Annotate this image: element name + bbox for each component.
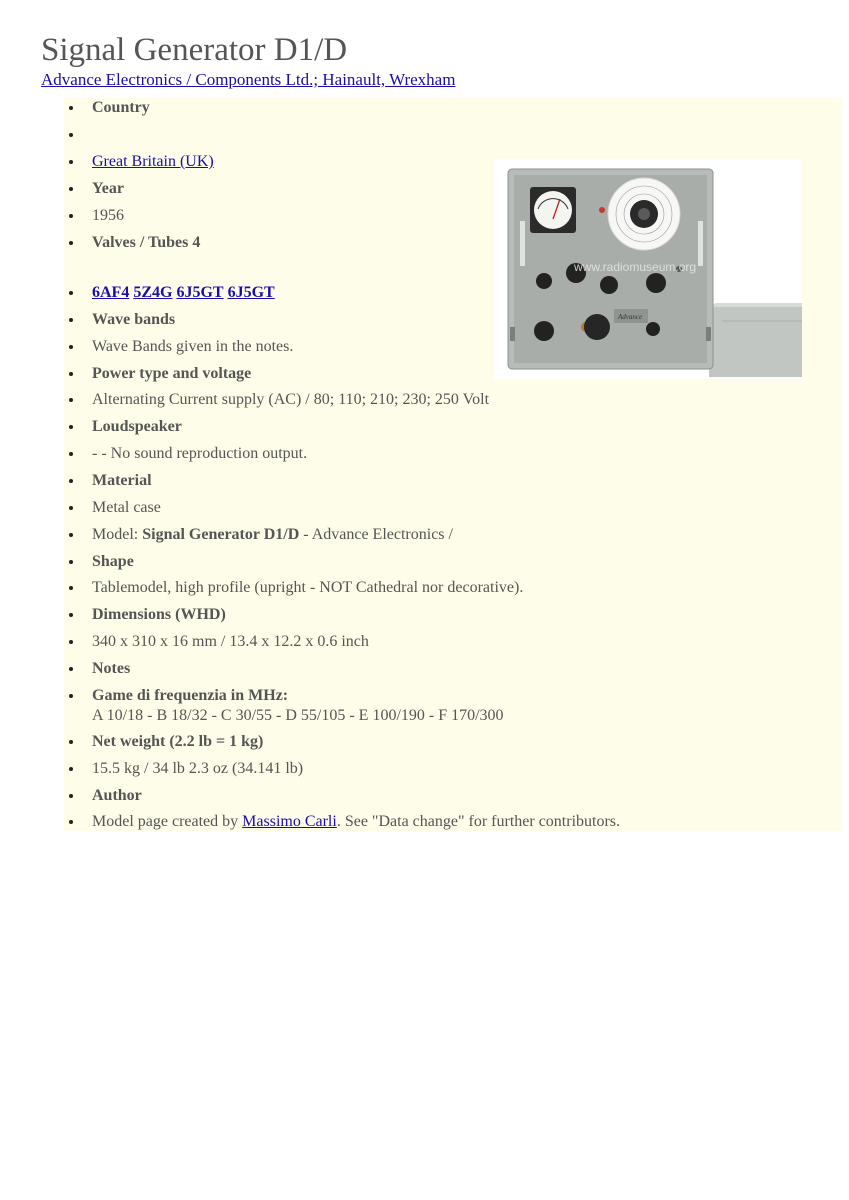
loudspeaker-label: Loudspeaker [92,418,182,435]
wavebands-label: Wave bands [92,311,176,328]
shape-label: Shape [92,553,134,570]
list-item [92,605,226,625]
list-item [92,364,251,384]
model-name: Signal Generator D1/D [142,526,300,543]
weight-value: 15.5 kg / 34 lb 2.3 oz (34.141 lb) [92,760,304,777]
image-watermark: www.radiomuseum.org [574,260,697,274]
shape-value: Tablemodel, high profile (upright - NOT Cathedral nor decorative). [92,579,524,596]
list-item [92,152,214,172]
tube-link-6af4[interactable]: 6AF4 [92,284,130,301]
list-item [92,310,175,330]
weight-label: Net weight (2.2 lb = 1 kg) [92,733,264,750]
valves-label: Valves / Tubes 4 [92,234,201,251]
list-item [92,632,369,652]
model-suffix: - Advance Electronics / [299,526,453,543]
list-item [92,283,275,303]
tube-link-6j5gt-2[interactable]: 6J5GT [227,284,275,301]
author-suffix: . See "Data change" for further contributors. [336,813,621,830]
list-item [92,417,182,437]
author-prefix: Model page created by [92,813,243,830]
list-item [92,578,523,598]
power-label: Power type and voltage [92,365,252,382]
power-value: Alternating Current supply (AC) / 80; 110; 210; 230; 250 Volt [92,391,490,408]
list-item [92,233,200,253]
page-title: Signal Generator D1/D [41,32,348,68]
list-item [92,686,504,726]
loudspeaker-value: - - No sound reproduction output. [92,445,308,462]
author-link[interactable]: Massimo Carli [242,813,337,830]
notes-heading: Game di frequenzia in MHz: [92,687,289,704]
list-item [92,471,152,491]
list-item [92,732,263,752]
product-photo [494,159,802,379]
year-label: Year [92,180,124,197]
material-label: Material [92,472,152,489]
list-item [92,812,620,832]
author-label: Author [92,787,142,804]
list-item [92,659,130,679]
list-item [92,98,150,118]
material-value: Metal case [92,499,161,516]
country-link[interactable]: Great Britain (UK) [92,153,214,170]
list-item [92,206,124,226]
list-item [92,759,303,779]
manufacturer-link[interactable]: Advance Electronics / Components Ltd.; Hainault, Wrexham [41,70,456,89]
dimensions-value: 340 x 310 x 16 mm / 13.4 x 12.2 x 0.6 inch [92,633,369,650]
country-label: Country [92,99,150,116]
notes-label: Notes [92,660,131,677]
wavebands-value: Wave Bands given in the notes. [92,338,294,355]
notes-value: A 10/18 - B 18/32 - C 30/55 - D 55/105 - E 100/190 - F 170/300 [92,707,504,724]
year-value: 1956 [92,207,124,224]
tube-link-5z4g[interactable]: 5Z4G [133,284,173,301]
panel-brand: Advance [618,313,643,321]
list-item [92,444,307,464]
list-item [92,525,453,545]
list-item [92,498,161,518]
list-item [92,390,489,410]
model-prefix: Model: [92,526,143,543]
list-item [92,786,142,806]
list-item [92,179,124,199]
dimensions-label: Dimensions (WHD) [92,606,226,623]
tube-link-6j5gt[interactable]: 6J5GT [176,284,224,301]
list-item [92,337,293,357]
list-item [92,552,134,572]
